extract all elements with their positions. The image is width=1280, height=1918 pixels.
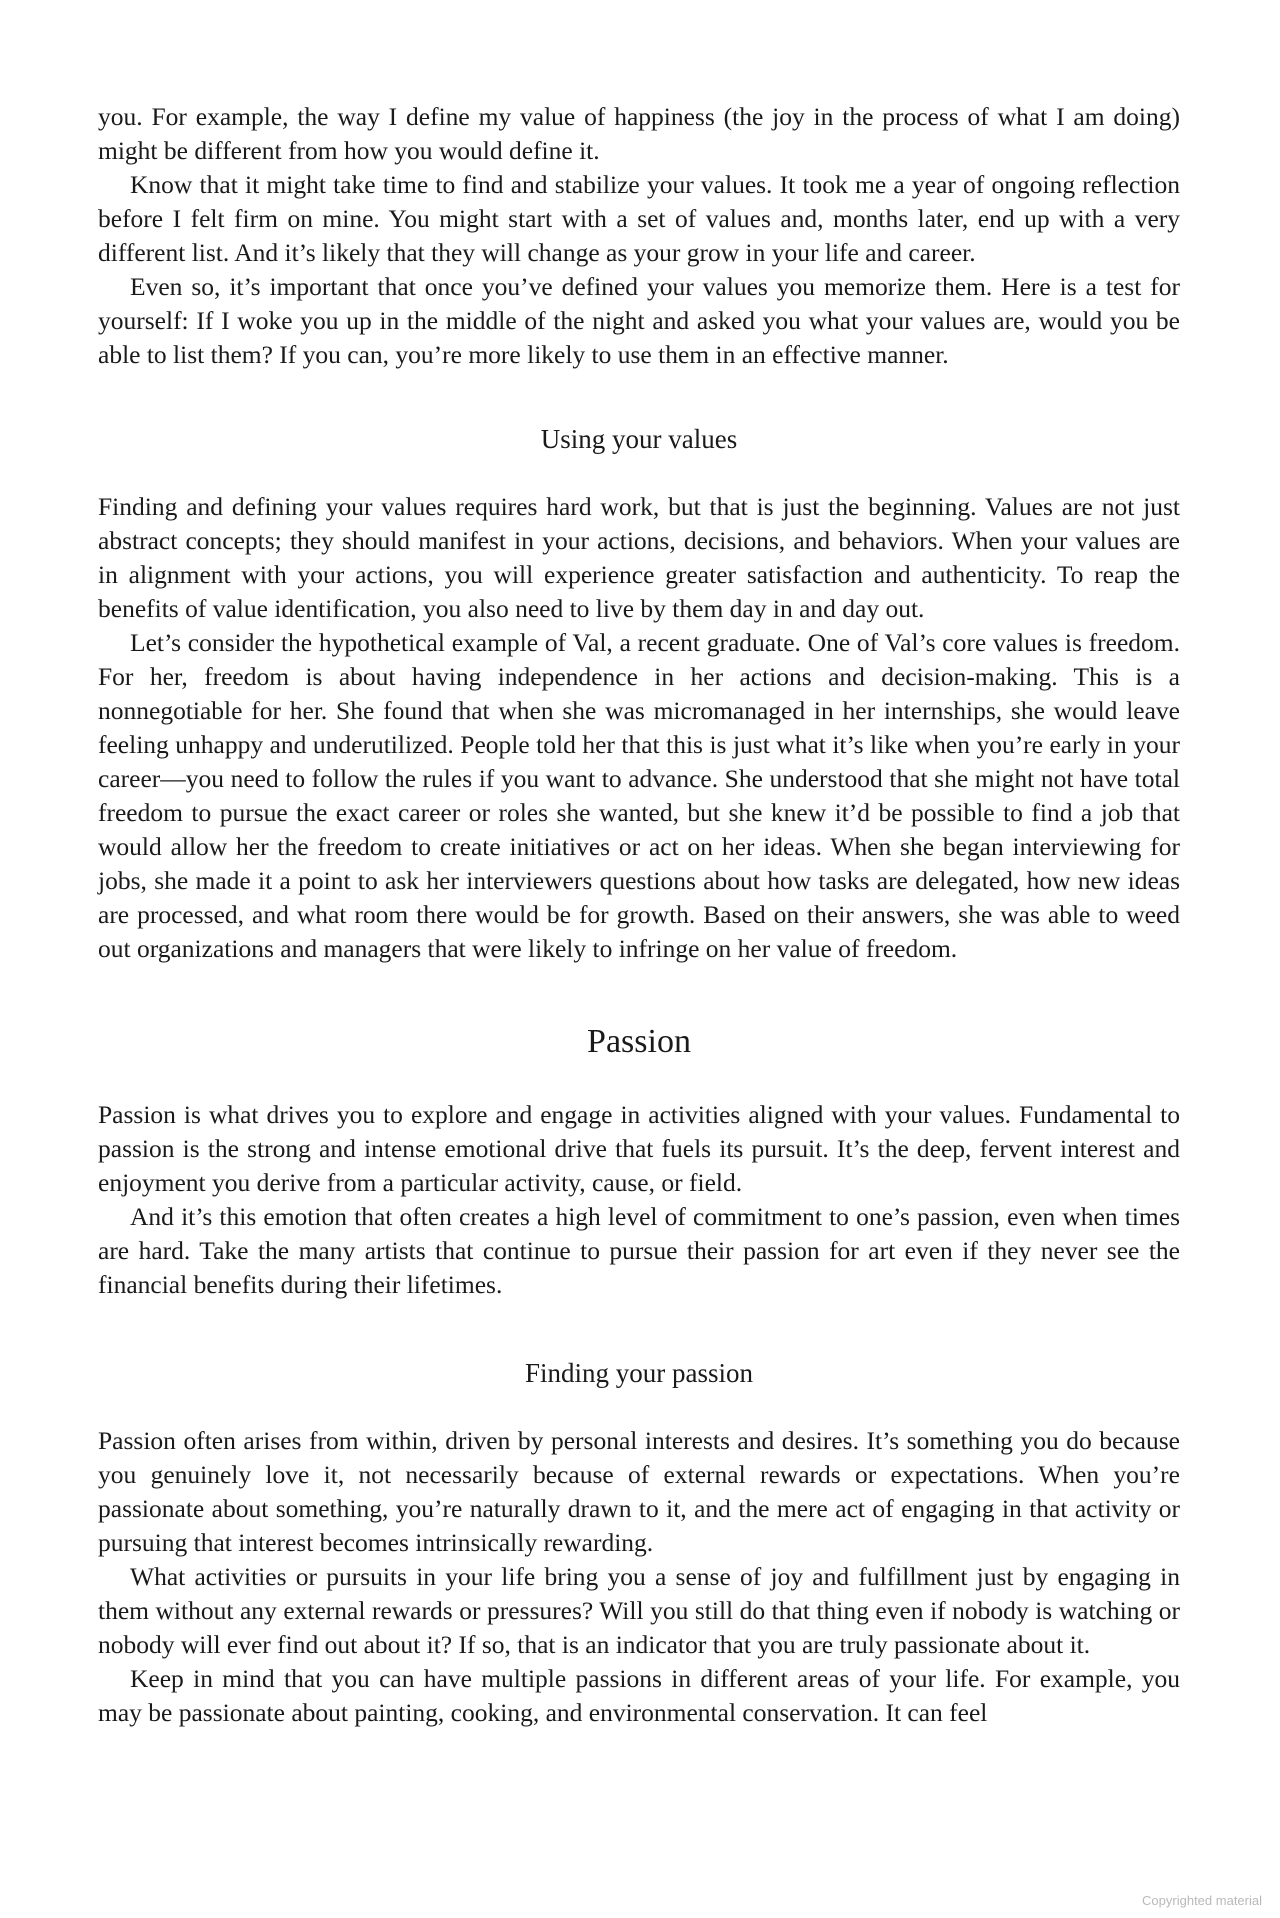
spacer [98, 1062, 1180, 1098]
copyright-watermark: Copyrighted material [1142, 1893, 1262, 1908]
section-heading-passion: Passion [587, 1023, 691, 1060]
subheading-using-your-values: Using your values [540, 424, 738, 454]
book-page [98, 100, 1180, 1730]
paragraph-finding-defining-values: Finding and defining your values requires hard work, but that is just the beginning. Values are not just abstract concepts; they should manifest in your actions, decisions, and behaviors. When your values are in alignment with your actions, you will experience greater satisfaction and authenticity. To reap the benefits of value identification, you also need to live by them day in and day out. [98, 492, 1180, 623]
spacer [98, 966, 1180, 1022]
spacer [98, 1302, 1180, 1356]
spacer [98, 372, 1180, 422]
paragraph-joy-fulfillment: What activities or pursuits in your life bring you a sense of joy and fulfillment just by engaging in them without any external rewards or pressures? Will you still do that thing even if nobody is watching or nobody will ever find out about it? If so, that is an indicator that you are truly passionate about it. [98, 1562, 1180, 1659]
paragraph-passion-commitment: And it’s this emotion that often creates a high level of commitment to one’s passion, even when times are hard. Take the many artists that continue to pursue their passion for art even if they never see the financial benefits during their lifetimes. [98, 1202, 1180, 1299]
spacer [98, 1390, 1180, 1424]
paragraph-val-example: Let’s consider the hypothetical example of Val, a recent graduate. One of Val’s core values is freedom. For her, freedom is about having independence in her actions and decision-making. This is a nonnegotiable for her. She found that when she was micromanaged in her internships, she would leave feeling unhappy and underutilized. People told her that this is just what it’s like when you’re early in your career—you need to follow the rules if you want to advance. She understood that she might not have total freedom to pursue the exact career or roles she wanted, but she knew it’d be possible to find a job that would allow her the freedom to create initiatives or act on her ideas. When she began interviewing for jobs, she made it a point to ask her interviewers questions about how tasks are delegated, how new ideas are processed, and what room there would be for growth. Based on their answers, she was able to weed out organizations and managers that were likely to infringe on her value of freedom. [98, 628, 1180, 963]
paragraph-stabilize-values: Know that it might take time to find and stabilize your values. It took me a year of ongoing reflection before I felt firm on mine. You might start with a set of values and, months later, end up with a very different list. And it’s likely that they will change as your grow in your life and career. [98, 170, 1180, 267]
paragraph-memorize-values: Even so, it’s important that once you’ve defined your values you memorize them. Here is a test for yourself: If I woke you up in the middle of the night and asked you what your values are, would you be able to list them? If you can, you’re more likely to use them in an effective manner. [98, 272, 1180, 369]
paragraph-passion-definition: Passion is what drives you to explore and engage in activities aligned with your values. Fundamental to passion is the strong and intense emotional drive that fuels its pursuit. It’s the deep, fervent interest and enjoyment you derive from a particular activity, cause, or field. [98, 1100, 1180, 1197]
subheading-finding-your-passion: Finding your passion [524, 1358, 753, 1388]
paragraph-happiness-continuation: you. For example, the way I define my value of happiness (the joy in the process of what I am doing) might be different from how you would define it. [98, 102, 1180, 165]
paragraph-passion-within: Passion often arises from within, driven by personal interests and desires. It’s something you do because you genuinely love it, not necessarily because of external rewards or expectations. When you’re passionate about something, you’re naturally drawn to it, and the mere act of engaging in that activity or pursuing that interest becomes intrinsically rewarding. [98, 1426, 1180, 1557]
paragraph-multiple-passions: Keep in mind that you can have multiple passions in different areas of your life. For example, you may be passionate about painting, cooking, and environmental conservation. It can feel [98, 1664, 1180, 1727]
spacer [98, 456, 1180, 490]
